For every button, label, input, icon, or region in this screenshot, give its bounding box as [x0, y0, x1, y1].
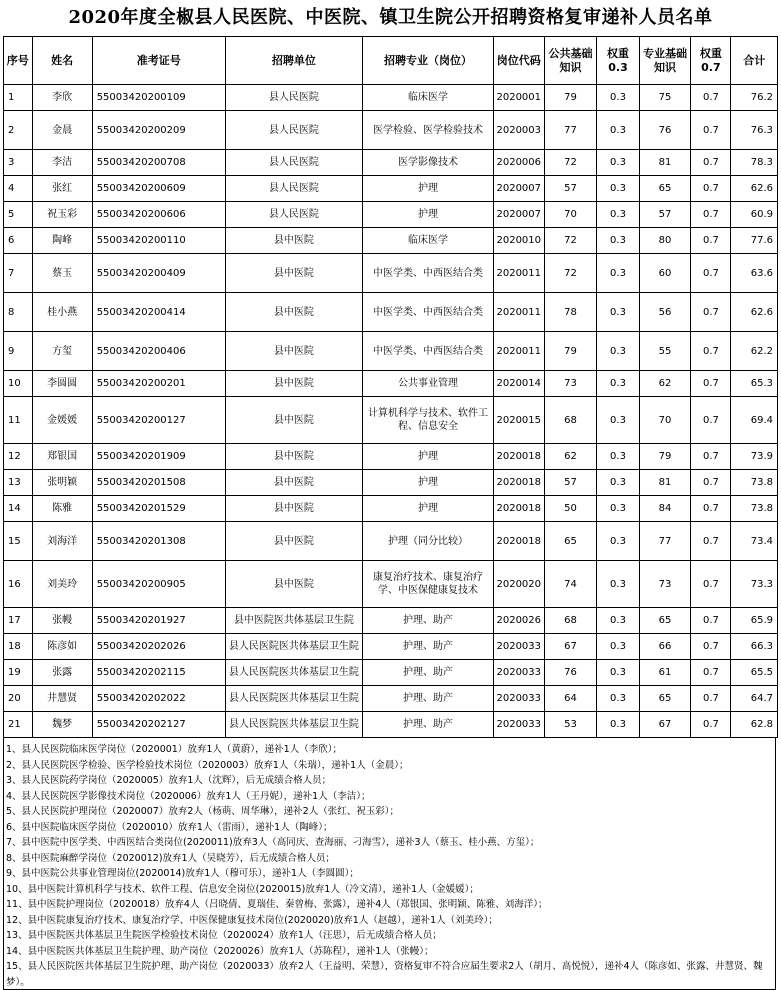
position-code-cell: 2020011: [493, 293, 544, 332]
note-line: 7、县中医院中医学类、中西医结合类岗位(2020011)放弃3人（高同庆、查海丽、刁海雪），递补3人（蔡玉、桂小燕、方玺）；: [6, 837, 540, 848]
position-major-cell: 护理: [363, 202, 494, 228]
weight-professional-cell: 0.7: [691, 150, 731, 176]
position-major-cell: 临床医学: [363, 85, 494, 111]
total-score-cell: 63.6: [731, 254, 778, 293]
candidate-name-cell: 郑银国: [32, 444, 92, 470]
weight-professional-cell: 0.7: [691, 660, 731, 686]
header-cell: 权重0.7: [691, 37, 731, 85]
position-major-cell: 公共事业管理: [363, 371, 494, 397]
position-code-cell: 2020011: [493, 254, 544, 293]
total-score-cell: 76.3: [731, 111, 778, 150]
position-major-cell: 康复治疗技术、康复治疗学、中医保健康复技术: [363, 561, 494, 608]
table-row: [4, 712, 778, 738]
position-code-cell: 2020018: [493, 444, 544, 470]
table-row: [4, 85, 778, 111]
table-row: [4, 660, 778, 686]
candidate-name-cell: 蔡玉: [32, 254, 92, 293]
header-cell: 专业基础知识: [639, 37, 691, 85]
header-cell: 合计: [731, 37, 778, 85]
table-row: [4, 397, 778, 444]
candidate-name-cell: 刘美玲: [32, 561, 92, 608]
professional-score-cell: 65: [639, 608, 691, 634]
public-score-cell: 79: [544, 85, 597, 111]
header-cell: 姓名: [32, 37, 92, 85]
professional-score-cell: 77: [639, 522, 691, 561]
position-code-cell: 2020033: [493, 712, 544, 738]
exam-id-cell: 55003420200414: [92, 293, 225, 332]
total-score-cell: 73.3: [731, 561, 778, 608]
weight-professional-cell: 0.7: [691, 202, 731, 228]
exam-id-cell: 55003420201308: [92, 522, 225, 561]
professional-score-cell: 76: [639, 111, 691, 150]
hiring-unit-cell: 县人民医院: [225, 202, 362, 228]
position-major-cell: 计算机科学与技术、软件工程、信息安全: [363, 397, 494, 444]
row-number-cell: 9: [4, 332, 33, 371]
exam-id-cell: 55003420202022: [92, 686, 225, 712]
weight-professional-cell: 0.7: [691, 176, 731, 202]
position-code-cell: 2020018: [493, 470, 544, 496]
weight-professional-cell: 0.7: [691, 111, 731, 150]
weight-public-cell: 0.3: [597, 522, 639, 561]
position-major-cell: 中医学类、中西医结合类: [363, 293, 494, 332]
weight-public-cell: 0.3: [597, 608, 639, 634]
table-row: [4, 202, 778, 228]
table-row: [4, 371, 778, 397]
table-row: [4, 254, 778, 293]
row-number-cell: 14: [4, 496, 33, 522]
public-score-cell: 72: [544, 254, 597, 293]
exam-id-cell: 55003420201927: [92, 608, 225, 634]
position-code-cell: 2020007: [493, 202, 544, 228]
table-header-row: [4, 37, 778, 85]
weight-professional-cell: 0.7: [691, 332, 731, 371]
public-score-cell: 72: [544, 150, 597, 176]
public-score-cell: 53: [544, 712, 597, 738]
candidate-name-cell: 魏梦: [32, 712, 92, 738]
weight-public-cell: 0.3: [597, 634, 639, 660]
hiring-unit-cell: 县中医院: [225, 228, 362, 254]
position-code-cell: 2020011: [493, 332, 544, 371]
public-score-cell: 74: [544, 561, 597, 608]
weight-public-cell: 0.3: [597, 202, 639, 228]
row-number-cell: 13: [4, 470, 33, 496]
candidate-name-cell: 桂小燕: [32, 293, 92, 332]
position-major-cell: 中医学类、中西医结合类: [363, 254, 494, 293]
exam-id-cell: 55003420200708: [92, 150, 225, 176]
header-cell: 岗位代码: [493, 37, 544, 85]
position-code-cell: 2020020: [493, 561, 544, 608]
position-major-cell: 护理、助产: [363, 686, 494, 712]
professional-score-cell: 81: [639, 150, 691, 176]
weight-professional-cell: 0.7: [691, 470, 731, 496]
position-code-cell: 2020003: [493, 111, 544, 150]
public-score-cell: 68: [544, 608, 597, 634]
position-code-cell: 2020033: [493, 660, 544, 686]
public-score-cell: 57: [544, 470, 597, 496]
note-line: 6、县中医院临床医学岗位（2020010）放弃1人（雷雨），递补1人（陶峰）；: [6, 821, 333, 833]
table-row: [4, 293, 778, 332]
weight-public-cell: 0.3: [597, 444, 639, 470]
exam-id-cell: 55003420202127: [92, 712, 225, 738]
candidate-name-cell: 李欣: [32, 85, 92, 111]
row-number-cell: 10: [4, 371, 33, 397]
professional-score-cell: 75: [639, 85, 691, 111]
position-major-cell: 医学检验、医学检验技术: [363, 111, 494, 150]
position-code-cell: 2020006: [493, 150, 544, 176]
position-major-cell: 临床医学: [363, 228, 494, 254]
professional-score-cell: 70: [639, 397, 691, 444]
hiring-unit-cell: 县中医院: [225, 561, 362, 608]
weight-professional-cell: 0.7: [691, 444, 731, 470]
weight-professional-cell: 0.7: [691, 522, 731, 561]
public-score-cell: 65: [544, 522, 597, 561]
hiring-unit-cell: 县中医院: [225, 293, 362, 332]
professional-score-cell: 80: [639, 228, 691, 254]
total-score-cell: 73.9: [731, 444, 778, 470]
row-number-cell: 5: [4, 202, 33, 228]
total-score-cell: 77.6: [731, 228, 778, 254]
total-score-cell: 78.3: [731, 150, 778, 176]
weight-public-cell: 0.3: [597, 150, 639, 176]
exam-id-cell: 55003420200110: [92, 228, 225, 254]
hiring-unit-cell: 县中医院: [225, 397, 362, 444]
position-major-cell: 中医学类、中西医结合类: [363, 332, 494, 371]
candidate-table: [3, 36, 778, 738]
hiring-unit-cell: 县人民医院医共体基层卫生院: [225, 634, 362, 660]
professional-score-cell: 66: [639, 634, 691, 660]
table-row: [4, 111, 778, 150]
candidate-name-cell: 金媛媛: [32, 397, 92, 444]
exam-id-cell: 55003420200406: [92, 332, 225, 371]
professional-score-cell: 81: [639, 470, 691, 496]
header-cell: 招聘单位: [225, 37, 362, 85]
weight-public-cell: 0.3: [597, 293, 639, 332]
public-score-cell: 68: [544, 397, 597, 444]
exam-id-cell: 55003420200905: [92, 561, 225, 608]
weight-public-cell: 0.3: [597, 660, 639, 686]
note-line: 9、县中医院公共事业管理岗位(2020014)放弃1人（穆可乐），递补1人（李圆圆）；: [6, 868, 359, 879]
weight-professional-cell: 0.7: [691, 85, 731, 111]
row-number-cell: 4: [4, 176, 33, 202]
exam-id-cell: 55003420202026: [92, 634, 225, 660]
candidate-name-cell: 方玺: [32, 332, 92, 371]
total-score-cell: 76.2: [731, 85, 778, 111]
position-code-cell: 2020033: [493, 686, 544, 712]
total-score-cell: 65.5: [731, 660, 778, 686]
position-major-cell: 护理: [363, 176, 494, 202]
hiring-unit-cell: 县人民医院医共体基层卫生院: [225, 686, 362, 712]
position-code-cell: 2020015: [493, 397, 544, 444]
note-line: 8、县中医院麻醉学岗位（2020012)放弃1人（吴晓芳），后无成绩合格人员；: [6, 852, 335, 864]
table-row: [4, 561, 778, 608]
exam-id-cell: 55003420200409: [92, 254, 225, 293]
candidate-name-cell: 张明颖: [32, 470, 92, 496]
position-major-cell: 护理: [363, 470, 494, 496]
table-row: [4, 228, 778, 254]
total-score-cell: 65.3: [731, 371, 778, 397]
weight-public-cell: 0.3: [597, 254, 639, 293]
professional-score-cell: 73: [639, 561, 691, 608]
weight-professional-cell: 0.7: [691, 293, 731, 332]
exam-id-cell: 55003420200109: [92, 85, 225, 111]
table-row: [4, 444, 778, 470]
table-row: [4, 522, 778, 561]
position-major-cell: 护理、助产: [363, 712, 494, 738]
row-number-cell: 18: [4, 634, 33, 660]
total-score-cell: 73.8: [731, 496, 778, 522]
weight-public-cell: 0.3: [597, 332, 639, 371]
total-score-cell: 73.8: [731, 470, 778, 496]
note-line: 10、县中医院计算机科学与技术、软件工程、信息安全岗位(2020015)放弃1人（冷文清），递补1人（金媛媛）；: [6, 883, 479, 895]
row-number-cell: 19: [4, 660, 33, 686]
hiring-unit-cell: 县人民医院: [225, 85, 362, 111]
candidate-name-cell: 李洁: [32, 150, 92, 176]
weight-professional-cell: 0.7: [691, 496, 731, 522]
hiring-unit-cell: 县中医院: [225, 522, 362, 561]
notes-section: [3, 738, 776, 990]
public-score-cell: 78: [544, 293, 597, 332]
position-code-cell: 2020018: [493, 496, 544, 522]
public-score-cell: 64: [544, 686, 597, 712]
table-row: [4, 150, 778, 176]
hiring-unit-cell: 县人民医院: [225, 150, 362, 176]
candidate-name-cell: 陈雅: [32, 496, 92, 522]
row-number-cell: 20: [4, 686, 33, 712]
total-score-cell: 60.9: [731, 202, 778, 228]
weight-professional-cell: 0.7: [691, 397, 731, 444]
candidate-name-cell: 刘海洋: [32, 522, 92, 561]
total-score-cell: 65.9: [731, 608, 778, 634]
row-number-cell: 7: [4, 254, 33, 293]
hiring-unit-cell: 县中医院医共体基层卫生院: [225, 608, 362, 634]
public-score-cell: 67: [544, 634, 597, 660]
professional-score-cell: 62: [639, 371, 691, 397]
hiring-unit-cell: 县中医院: [225, 496, 362, 522]
public-score-cell: 57: [544, 176, 597, 202]
hiring-unit-cell: 县中医院: [225, 332, 362, 371]
professional-score-cell: 60: [639, 254, 691, 293]
position-code-cell: 2020033: [493, 634, 544, 660]
weight-public-cell: 0.3: [597, 176, 639, 202]
page-title: 2020年度全椒县人民医院、中医院、镇卫生院公开招聘资格复审递补人员名单: [68, 7, 713, 28]
professional-score-cell: 84: [639, 496, 691, 522]
exam-id-cell: 55003420200606: [92, 202, 225, 228]
hiring-unit-cell: 县人民医院医共体基层卫生院: [225, 660, 362, 686]
position-major-cell: 护理、助产: [363, 608, 494, 634]
table-row: [4, 634, 778, 660]
professional-score-cell: 79: [639, 444, 691, 470]
public-score-cell: 70: [544, 202, 597, 228]
exam-id-cell: 55003420201508: [92, 470, 225, 496]
candidate-name-cell: 金晨: [32, 111, 92, 150]
row-number-cell: 17: [4, 608, 33, 634]
weight-public-cell: 0.3: [597, 470, 639, 496]
note-line: 15、县人民医院医共体基层卫生院护理、助产岗位（2020033）放弃2人（王益明、荣慧），资格复审不符合应届生要求2人（胡月、高悦悦），递补4人（陈彦如、张露、井慧贤、魏梦）。: [6, 961, 763, 988]
note-line: 11、县中医院护理岗位（2020018）放弃4人（吕晓倩、夏瑞佳、秦曾梅、张露），递补4人（郑银国、张明颖、陈雅、刘海洋）；: [6, 899, 548, 910]
position-major-cell: 护理: [363, 444, 494, 470]
weight-professional-cell: 0.7: [691, 686, 731, 712]
note-line: 5、县人民医院护理岗位（2020007）放弃2人（杨萌、周华琳），递补2人（张红、祝玉彩）；: [6, 806, 399, 817]
professional-score-cell: 67: [639, 712, 691, 738]
header-cell: 准考证号: [92, 37, 225, 85]
table-row: [4, 608, 778, 634]
total-score-cell: 73.4: [731, 522, 778, 561]
candidate-name-cell: 张露: [32, 660, 92, 686]
header-cell: 权重0.3: [597, 37, 639, 85]
table-row: [4, 470, 778, 496]
position-major-cell: 护理: [363, 496, 494, 522]
weight-public-cell: 0.3: [597, 85, 639, 111]
public-score-cell: 72: [544, 228, 597, 254]
row-number-cell: 2: [4, 111, 33, 150]
candidate-name-cell: 张幔: [32, 608, 92, 634]
hiring-unit-cell: 县中医院: [225, 254, 362, 293]
candidate-name-cell: 李圆圆: [32, 371, 92, 397]
weight-professional-cell: 0.7: [691, 254, 731, 293]
position-code-cell: 2020001: [493, 85, 544, 111]
professional-score-cell: 65: [639, 176, 691, 202]
header-cell: 公共基础知识: [544, 37, 597, 85]
exam-id-cell: 55003420201529: [92, 496, 225, 522]
row-number-cell: 8: [4, 293, 33, 332]
total-score-cell: 64.7: [731, 686, 778, 712]
weight-professional-cell: 0.7: [691, 561, 731, 608]
weight-public-cell: 0.3: [597, 397, 639, 444]
candidate-name-cell: 陈彦如: [32, 634, 92, 660]
weight-public-cell: 0.3: [597, 712, 639, 738]
weight-professional-cell: 0.7: [691, 634, 731, 660]
total-score-cell: 69.4: [731, 397, 778, 444]
weight-professional-cell: 0.7: [691, 228, 731, 254]
position-major-cell: 护理、助产: [363, 634, 494, 660]
position-major-cell: 护理（同分比较）: [363, 522, 494, 561]
weight-professional-cell: 0.7: [691, 371, 731, 397]
hiring-unit-cell: 县中医院: [225, 444, 362, 470]
exam-id-cell: 55003420200127: [92, 397, 225, 444]
exam-id-cell: 55003420200201: [92, 371, 225, 397]
position-code-cell: 2020007: [493, 176, 544, 202]
header-cell: 序号: [4, 37, 33, 85]
hiring-unit-cell: 县人民医院: [225, 111, 362, 150]
table-row: [4, 176, 778, 202]
position-code-cell: 2020014: [493, 371, 544, 397]
total-score-cell: 62.6: [731, 293, 778, 332]
row-number-cell: 16: [4, 561, 33, 608]
public-score-cell: 50: [544, 496, 597, 522]
public-score-cell: 73: [544, 371, 597, 397]
professional-score-cell: 65: [639, 686, 691, 712]
position-major-cell: 医学影像技术: [363, 150, 494, 176]
hiring-unit-cell: 县中医院: [225, 470, 362, 496]
professional-score-cell: 61: [639, 660, 691, 686]
public-score-cell: 62: [544, 444, 597, 470]
weight-public-cell: 0.3: [597, 561, 639, 608]
hiring-unit-cell: 县人民医院医共体基层卫生院: [225, 712, 362, 738]
note-line: 14、县中医院医共体基层卫生院护理、助产岗位（2020026）放弃1人（苏陈程），递补1人（张幔）；: [6, 945, 434, 957]
note-line: 12、县中医院康复治疗技术、康复治疗学、中医保健康复技术岗位(2020020)放弃1人（赵越），递补1人（刘美玲）；: [6, 914, 498, 926]
total-score-cell: 62.6: [731, 176, 778, 202]
position-code-cell: 2020026: [493, 608, 544, 634]
position-code-cell: 2020010: [493, 228, 544, 254]
professional-score-cell: 55: [639, 332, 691, 371]
row-number-cell: 3: [4, 150, 33, 176]
candidate-name-cell: 祝玉彩: [32, 202, 92, 228]
exam-id-cell: 55003420200609: [92, 176, 225, 202]
weight-professional-cell: 0.7: [691, 712, 731, 738]
exam-id-cell: 55003420200209: [92, 111, 225, 150]
weight-public-cell: 0.3: [597, 111, 639, 150]
public-score-cell: 76: [544, 660, 597, 686]
weight-public-cell: 0.3: [597, 228, 639, 254]
position-code-cell: 2020018: [493, 522, 544, 561]
table-row: [4, 496, 778, 522]
professional-score-cell: 57: [639, 202, 691, 228]
hiring-unit-cell: 县中医院: [225, 371, 362, 397]
professional-score-cell: 56: [639, 293, 691, 332]
public-score-cell: 77: [544, 111, 597, 150]
table-row: [4, 332, 778, 371]
weight-public-cell: 0.3: [597, 496, 639, 522]
position-major-cell: 护理、助产: [363, 660, 494, 686]
note-line: 3、县人民医院药学岗位（2020005）放弃1人（沈辉），后无成绩合格人员；: [6, 775, 332, 786]
row-number-cell: 21: [4, 712, 33, 738]
weight-public-cell: 0.3: [597, 371, 639, 397]
total-score-cell: 62.8: [731, 712, 778, 738]
weight-professional-cell: 0.7: [691, 608, 731, 634]
row-number-cell: 12: [4, 444, 33, 470]
note-line: 1、县人民医院临床医学岗位（2020001）放弃1人（黄蔚），递补1人（李欣）；: [6, 744, 342, 755]
total-score-cell: 62.2: [731, 332, 778, 371]
note-line: 2、县人民医院医学检验、医学检验技术岗位（2020003）放弃1人（朱瑞），递补1人（金晨）；: [6, 759, 409, 771]
note-line: 13、县中医院医共体基层卫生院医学检验技术岗位（2020024）放弃1人（汪思），后无成绩合格人员；: [6, 930, 442, 941]
weight-public-cell: 0.3: [597, 686, 639, 712]
exam-id-cell: 55003420201909: [92, 444, 225, 470]
row-number-cell: 15: [4, 522, 33, 561]
candidate-name-cell: 张红: [32, 176, 92, 202]
public-score-cell: 79: [544, 332, 597, 371]
row-number-cell: 11: [4, 397, 33, 444]
hiring-unit-cell: 县人民医院: [225, 176, 362, 202]
note-line: 4、县人民医院医学影像技术岗位（2020006）放弃1人（王丹妮），递补1人（李洁）；: [6, 790, 371, 802]
exam-id-cell: 55003420202115: [92, 660, 225, 686]
table-row: [4, 686, 778, 712]
total-score-cell: 66.3: [731, 634, 778, 660]
header-cell: 招聘专业（岗位）: [363, 37, 494, 85]
row-number-cell: 6: [4, 228, 33, 254]
candidate-name-cell: 陶峰: [32, 228, 92, 254]
candidate-name-cell: 井慧贤: [32, 686, 92, 712]
row-number-cell: 1: [4, 85, 33, 111]
